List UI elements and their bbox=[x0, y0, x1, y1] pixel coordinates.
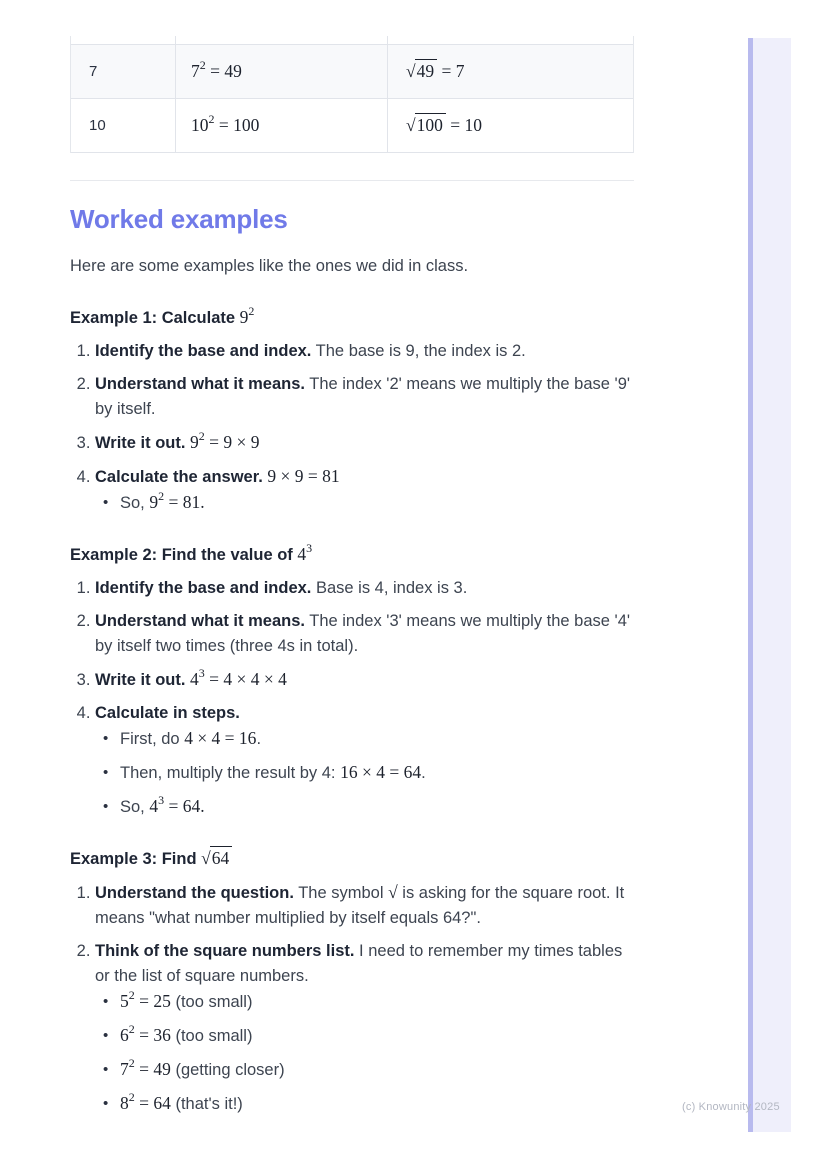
math-expression: $9^2 = 81$. bbox=[149, 489, 205, 512]
math-expression: $8^2 = 64$ bbox=[120, 1090, 171, 1113]
square-equation: $7^2 = 49$ bbox=[191, 58, 242, 81]
example3-steps bbox=[70, 880, 634, 1117]
list-item: 4. Calculate the answer. 9 × 9 = 81 • So, $9^2 = 81$. bbox=[95, 464, 634, 516]
radicand: 64 bbox=[210, 846, 233, 868]
list-item: • So, $4^3 = 64$. bbox=[120, 794, 634, 820]
list-item: 2. Understand what it means. The index '3' means we multiply the base '4' by itself two times (three 4s in total). bbox=[95, 609, 634, 659]
exponent: 2 bbox=[128, 1056, 135, 1071]
table-cell bbox=[175, 36, 387, 44]
square-equation: $10^2 = 100$ bbox=[191, 112, 260, 135]
list-item: 3. Write it out. $9^2 = 9 \times 9$ bbox=[95, 430, 634, 456]
exponent: 2 bbox=[198, 429, 205, 444]
example1-sublist bbox=[95, 490, 634, 516]
example2-sublist bbox=[95, 726, 634, 820]
list-item: 2. Understand what it means. The index '2' means we multiply the base '9' by itself. bbox=[95, 372, 634, 422]
list-item: • $5^2 = 25$ (too small) bbox=[120, 989, 634, 1015]
table-row-partial bbox=[71, 36, 633, 45]
radical-sign: √ bbox=[406, 115, 416, 135]
root-equation: √100 = 10 bbox=[406, 115, 482, 135]
intro-paragraph: Here are some examples like the ones we did in class. bbox=[70, 257, 469, 275]
radicand: 49 bbox=[415, 59, 438, 81]
math-expression: 9 × 9 = 81 bbox=[267, 466, 340, 486]
exponent: 2 bbox=[248, 304, 255, 319]
list-item: • $7^2 = 49$ (getting closer) bbox=[120, 1057, 634, 1083]
scrollbar-track[interactable] bbox=[748, 38, 791, 1132]
table-cell-square bbox=[175, 99, 387, 152]
math-expression: $9^2 = 9 \times 9$ bbox=[190, 429, 260, 452]
list-item: 1. Identify the base and index. Base is 4, index is 3. bbox=[95, 576, 634, 601]
math-expression: $6^2 = 36$ bbox=[120, 1022, 171, 1045]
list-item: 1. Understand the question. The symbol √ is asking for the square root. It means "what number multiplied by itself equals 64?". bbox=[95, 880, 634, 931]
radical-sign: √ bbox=[201, 848, 211, 868]
exponent: 3 bbox=[306, 541, 313, 556]
math-expression bbox=[201, 848, 232, 868]
example3-title: Example 3: Find √64 bbox=[70, 845, 634, 872]
exponent: 3 bbox=[198, 666, 205, 681]
table-cell bbox=[387, 36, 633, 44]
math-expression: $9^2$ bbox=[239, 304, 255, 327]
exponent: 2 bbox=[128, 1022, 135, 1037]
number-value: 7 bbox=[89, 63, 98, 80]
list-item: 2. Think of the square numbers list. I need to remember my times tables or the list of square numbers. • $5^2 = 25$ (too small) • $6^2 = 36$ (too small) • $7^2 = 49$ (getting closer) • $8^2 = 64$ (that's it!) bbox=[95, 939, 634, 1117]
example3-sublist bbox=[95, 989, 634, 1117]
table-cell-root bbox=[387, 99, 633, 152]
section-divider bbox=[70, 180, 634, 181]
list-item: • $6^2 = 36$ (too small) bbox=[120, 1023, 634, 1049]
table-row bbox=[71, 45, 633, 99]
list-item: • Then, multiply the result by 4: 16 × 4 = 64. bbox=[120, 760, 634, 786]
math-expression: $7^2 = 49$ bbox=[120, 1056, 171, 1079]
example2-steps bbox=[70, 576, 634, 820]
list-item: • $8^2 = 64$ (that's it!) bbox=[120, 1091, 634, 1117]
exponent: 2 bbox=[208, 112, 215, 127]
exponent: 2 bbox=[128, 988, 135, 1003]
math-expression: 16 × 4 = 64 bbox=[340, 762, 422, 782]
math-expression: $4^3 = 64$. bbox=[149, 793, 205, 816]
example1-steps bbox=[70, 339, 634, 516]
list-item: 1. Identify the base and index. The base is 9, the index is 2. bbox=[95, 339, 634, 364]
table-cell-root bbox=[387, 45, 633, 98]
radical-sign: √ bbox=[388, 882, 398, 902]
squares-roots-table bbox=[70, 36, 634, 153]
document-content bbox=[70, 0, 634, 1117]
example1-title: Example 1: Calculate $9^2$ bbox=[70, 304, 255, 327]
table-cell-number bbox=[71, 45, 175, 98]
table-cell-square bbox=[175, 45, 387, 98]
list-item: 3. Write it out. $4^3 = 4 \times 4 \times 4$ bbox=[95, 667, 634, 693]
root-equation: √49 = 7 bbox=[406, 61, 465, 81]
number-value: 10 bbox=[89, 117, 106, 134]
radicand: 100 bbox=[415, 113, 446, 135]
list-item: • First, do 4 × 4 = 16. bbox=[120, 726, 634, 752]
list-item: 4. Calculate in steps. • First, do 4 × 4 = 16. • Then, multiply the result by 4: 16 × 4 = 64. • So, $4^3 = 64$. bbox=[95, 701, 634, 820]
table-cell bbox=[71, 36, 175, 44]
radical-sign: √ bbox=[406, 61, 416, 81]
list-item: • So, $9^2 = 81$. bbox=[120, 490, 634, 516]
section-heading: Worked examples bbox=[70, 204, 288, 234]
math-expression: $5^2 = 25$ bbox=[120, 988, 171, 1011]
math-expression: $4^3$ bbox=[297, 541, 313, 564]
table-cell-number bbox=[71, 99, 175, 152]
example2-title: Example 2: Find the value of $4^3$ bbox=[70, 541, 313, 564]
table-row bbox=[71, 99, 633, 153]
exponent: 2 bbox=[199, 58, 206, 73]
exponent: 2 bbox=[128, 1090, 135, 1105]
exponent: 3 bbox=[158, 793, 165, 808]
math-expression: $4^3 = 4 \times 4 \times 4$ bbox=[190, 666, 287, 689]
math-expression: 4 × 4 = 16 bbox=[184, 728, 257, 748]
exponent: 2 bbox=[158, 489, 165, 504]
copyright-watermark: (c) Knowunity 2025 bbox=[682, 1101, 780, 1113]
